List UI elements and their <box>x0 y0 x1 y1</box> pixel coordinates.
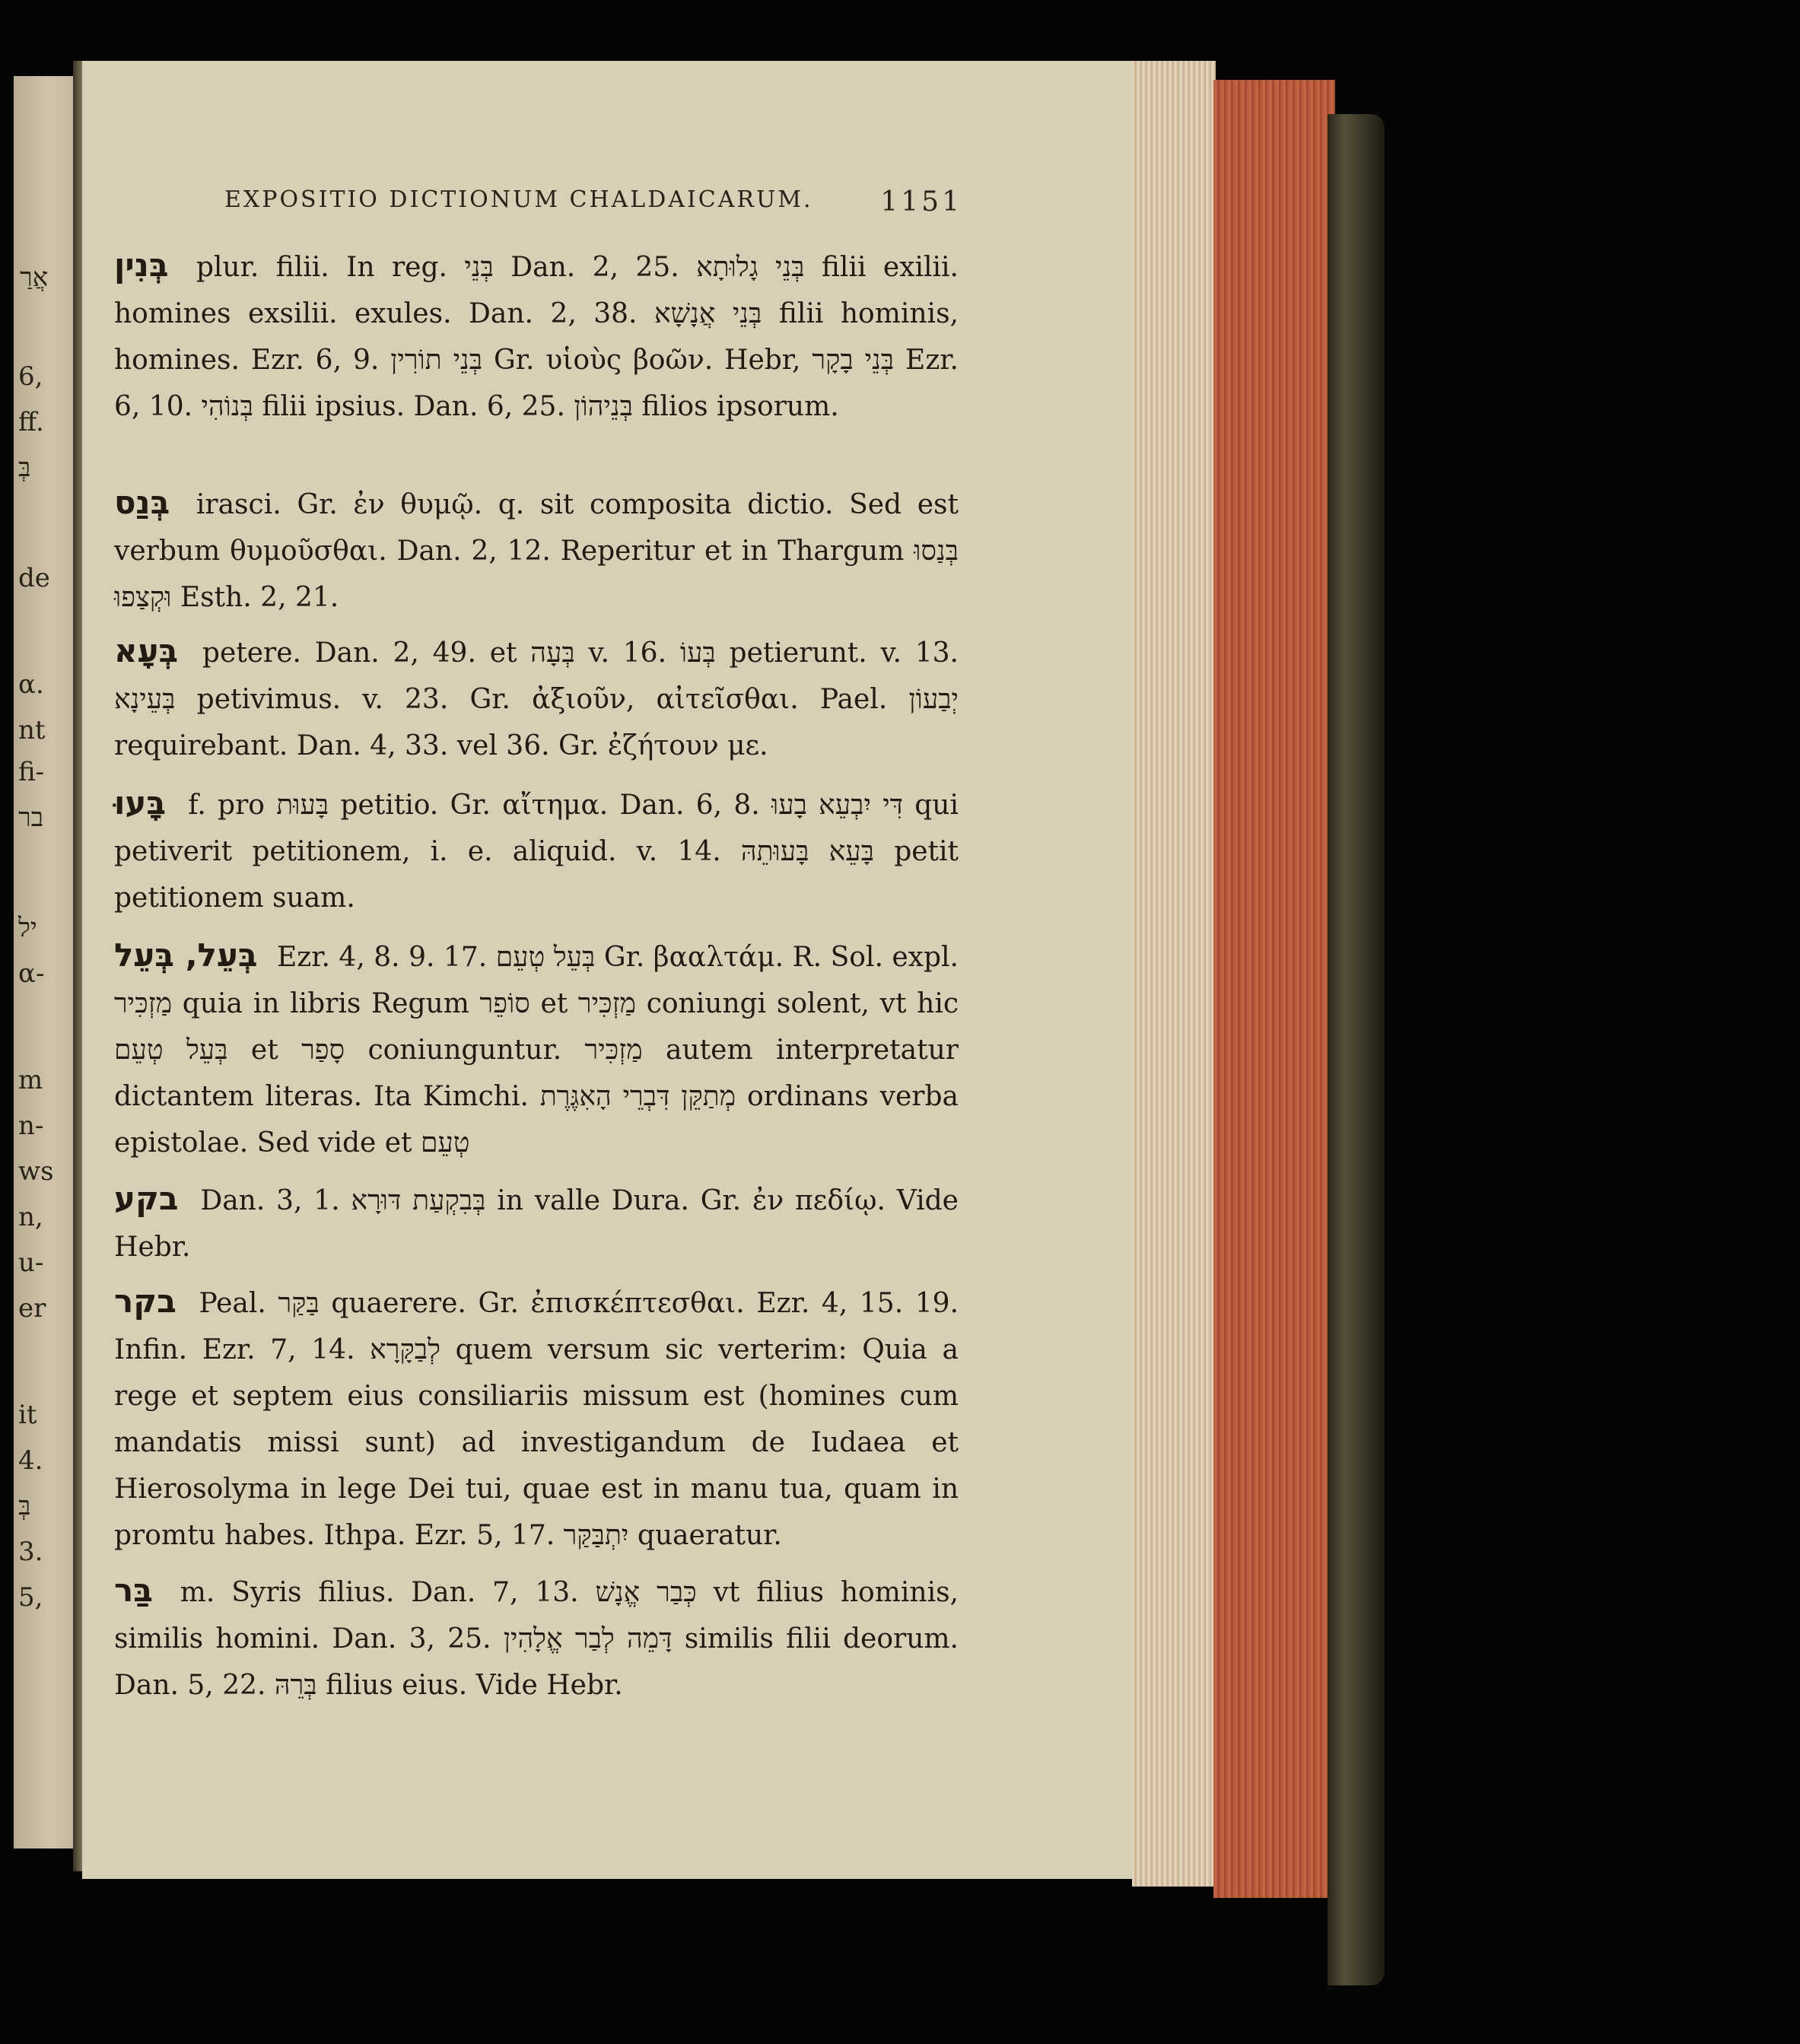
margin-fragment: 3. <box>18 1537 43 1567</box>
margin-fragment: u- <box>18 1248 44 1278</box>
entry-text: petere. Dan. 2, 49. et בְּעָה v. 16. בְּעוֹ petierunt. v. 13. בְּעֵינָא petivimus. v. 23. Gr. ἀξιοῦν, αἰτεῖσθαι. Pael. יְבַעוֹן requirebant. Dan. 4, 33. vel 36. Gr. ἐζήτουν με. <box>114 637 959 761</box>
dictionary-entry <box>114 1278 959 1559</box>
margin-fragment: 4. <box>18 1445 43 1476</box>
entry-headword: בקר <box>114 1283 177 1320</box>
entry-headword: בָּעוּ <box>114 784 167 822</box>
margin-fragment: α- <box>18 958 45 989</box>
running-header <box>224 186 962 218</box>
previous-page <box>14 76 75 1849</box>
entry-text: plur. filii. In reg. בְּנֵי Dan. 2, 25. בְּנֵי גָלוּתָא filii exilii. homines exsilii. exules. Dan. 2, 38. בְּנֵי אֲנָשָׁא filii hominis, homines. Ezr. 6, 9. בְּנֵי תוֹרִין Gr. υἱοὺς βοῶν. Hebr, בְּנֵי בָקָר Ezr. 6, 10. בְּנוֹהִי filii ipsius. Dan. 6, 25. בְּנֵיהוֹן filios ipsorum. <box>114 252 959 422</box>
dictionary-entry <box>114 780 959 921</box>
entry-headword: בְּעָא <box>114 632 179 669</box>
entry-text: Peal. בַּקַּר quaerere. Gr. ἐπισκέπτεσθαι. Ezr. 4, 15. 19. Infin. Ezr. 7, 14. לְבַקָּרָא quem versum sic verterim: Quia a rege et septem eius consiliariis missum est (homines cum mandatis missi sunt) ad investigandum de Iudaea et Hierosolyma in lege Dei tui, quae est in manu tua, quam in promtu habes. Ithpa. Ezr. 5, 17. יִתְבַּקַּר quaeratur. <box>114 1288 959 1551</box>
entry-headword: בַּר <box>114 1572 153 1609</box>
dictionary-entry <box>114 1567 959 1709</box>
margin-fragment: 6, <box>18 361 43 392</box>
running-title: EXPOSITIO DICTIONUM CHALDAICARUM. <box>224 186 813 213</box>
margin-fragment: nt <box>18 715 46 745</box>
page-block-edge <box>1132 61 1216 1887</box>
dictionary-entry <box>114 932 959 1166</box>
margin-fragment: ff. <box>18 407 44 437</box>
margin-fragment: 5, <box>18 1582 43 1613</box>
page-number: 1151 <box>880 186 962 218</box>
margin-fragment: it <box>18 1400 37 1430</box>
entry-headword: בקע <box>114 1180 179 1217</box>
dictionary-entry <box>114 628 959 769</box>
margin-fragment: α. <box>18 669 44 700</box>
margin-fragment: יל <box>18 913 37 943</box>
book-cover-spine <box>1328 114 1385 1985</box>
entry-text: f. pro בָּעוּת petitio. Gr. αἴτημα. Dan. 6, 8. דִּי יִבְעֵא בָעוּ qui petiverit petitionem, i. e. aliquid. v. 14. בָּעֵא בָּעוּתֵהּ petit petitionem suam. <box>114 790 959 914</box>
entry-text: m. Syris filius. Dan. 7, 13. כְּבַר אֱנָשׁ vt filius hominis, similis homini. Dan. 3, 25. דָּמֵה לְבַר אֱלָהִין similis filii deorum. Dan. 5, 22. בְּרֵהּ filius eius. Vide Hebr. <box>114 1577 959 1701</box>
margin-fragment: ws <box>18 1156 54 1187</box>
margin-fragment: m <box>18 1065 43 1095</box>
margin-fragment: n- <box>18 1111 44 1141</box>
entry-headword: בְּנִין <box>114 246 169 284</box>
entry-text: Ezr. 4, 8. 9. 17. בְּעֵל טְעֵם Gr. βααλτάμ. R. Sol. expl. מַזְכִּיר quia in libris Regum סוֹפֵר et מַזְכִּיר coniungi solent, vt hic בְּעֵל טְעֵם et סָפַר coniunguntur. מַזְכִּיר autem interpretatur dictantem literas. Ita Kimchi. מְתַקֵּן דִּבְרֵי הָאִגֶּרֶת ordinans verba epistolae. Sed vide et טְעֵם <box>114 942 959 1159</box>
dictionary-entry <box>114 1175 959 1270</box>
margin-fragment: fi- <box>18 757 45 787</box>
margin-fragment: de <box>18 563 50 593</box>
red-stained-page-edges <box>1213 80 1335 1898</box>
margin-fragment: בְּ <box>18 453 31 483</box>
margin-fragment: בר <box>18 803 44 833</box>
entry-headword: בְּעֵל, בְּעֵל <box>114 936 258 974</box>
entry-text: irasci. Gr. ἐν θυμῷ. q. sit composita dictio. Sed est verbum θυμοῦσθαι. Dan. 2, 12. Reperitur et in Thargum בְּנַסוּ וּקְצַפוּ Esth. 2, 21. <box>114 489 959 613</box>
dictionary-entry <box>114 479 959 621</box>
margin-fragment: er <box>18 1293 46 1324</box>
entry-headword: בְּנַס <box>114 484 170 521</box>
margin-fragment: בְּ <box>18 1491 31 1521</box>
entry-text: Dan. 3, 1. בְּבִקְעַת דּוּרָא in valle Dura. Gr. ἐν πεδίῳ. Vide Hebr. <box>114 1185 959 1263</box>
dictionary-entry <box>114 242 959 430</box>
margin-fragment: אֲרַ <box>20 262 49 293</box>
margin-fragment: n, <box>18 1202 43 1232</box>
